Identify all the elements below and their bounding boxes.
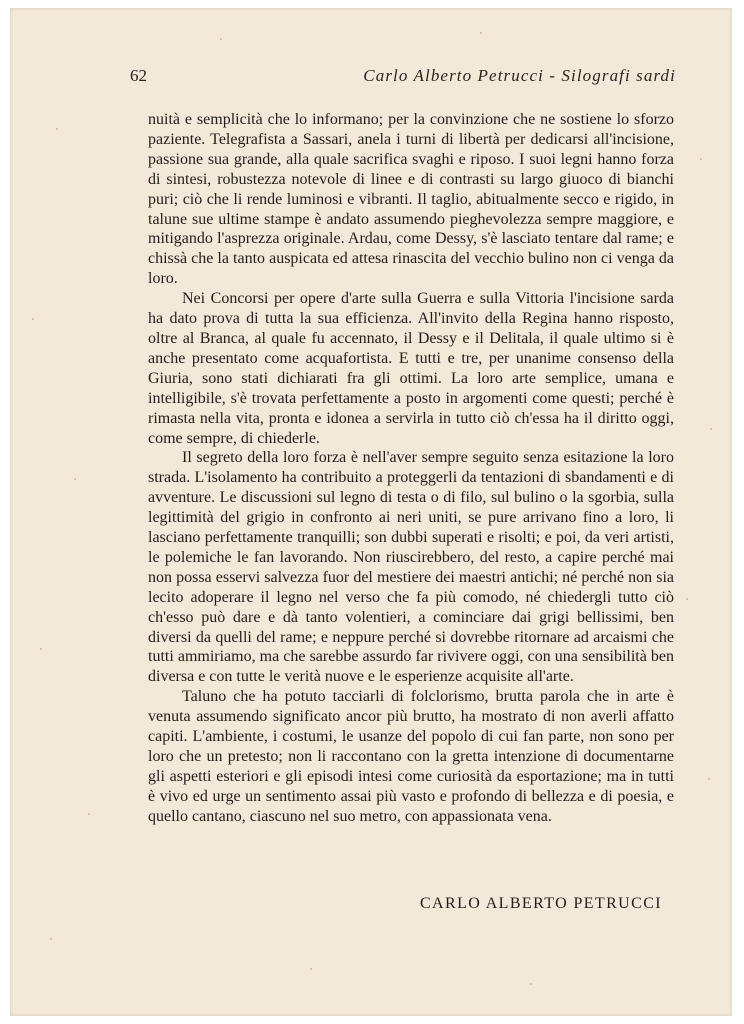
paragraph-concorsi: Nei Concorsi per opere d'arte sulla Guerra e sulla Vittoria l'incisione sarda ha dato prova di tutta la sua efficienza. All'invito della Regina hanno risposto, oltre al Branca, al quale fu accennato, il Dessy e il Delitala, il quale ultimo si è anche presentato come acquafortista. E tutti e tre, per unanime consenso della Giuria, sono stati dichiarati fra gli ottimi. La loro arte semplice, umana e intelligibile, s'è trovata perfettamente a posto in argomenti come questi; perché è rimasta nella vita, pronta e idonea a servirla in tutto ciò ch'essa ha il diritto oggi, come sempre, di chiederle. <box>148 290 674 447</box>
paragraph-continuation: nuità e semplicità che lo informano; per la convinzione che ne sostiene lo sforzo paziente. Telegrafista a Sassari, anela i turni di libertà per dedicarsi all'incisione, passione sua grande, alla quale sacrifica svaghi e riposo. I suoi legni hanno forza di sintesi, robustezza notevole di linee e di contrasti su largo giuoco di bianchi puri; ciò che li rende luminosi e vibranti. Il taglio, abitualmente secco e rigido, in talune sue ultime stampe è andato assumendo pieghevolezza sempre maggiore, e mitigando l'asprezza originale. Ardau, come Dessy, s'è lasciato tentare dal rame; e chissà che la tanto auspicata ed attesa rinascita del vecchio bulino non ci venga da loro. <box>148 111 674 288</box>
article-body <box>148 110 674 827</box>
running-title: Carlo Alberto Petrucci - Silografi sardi <box>363 66 676 85</box>
page-number: 62 <box>130 66 147 85</box>
paragraph-folclorismo: Taluno che ha potuto tacciarli di folclorismo, brutta parola che in arte è venuta assumendo significato ancor più brutto, ha mostrato di non averli affatto capiti. L'ambiente, i costumi, le usanze del popolo di cui fan parte, non sono per loro che un pretesto; non li raccontano con la gretta intenzione di documentarne gli aspetti esteriori e gli episodi intesi come curiosità da esportazione; ma in tutti è vivo ed urge un sentimento assai più vasto e profondo di bellezza e di poesia, e quello cantano, ciascuno nel suo metro, con appassionata vena. <box>148 688 674 825</box>
book-page <box>10 8 732 1016</box>
paragraph-segreto: Il segreto della loro forza è nell'aver sempre seguito senza esitazione la loro strada. L'isolamento ha contribuito a proteggerli da tentazioni di sbandamenti e di avventure. Le discussioni sul legno di testa o di filo, sul bulino o la sgorbia, sulla legittimità del grigio in confronto ai neri uniti, se pure arrivano fino a loro, li lasciano perfettamente tranquilli; son dubbi superati e risolti; e poi, da veri artisti, le polemiche le fan lavorando. Non riuscirebbero, del resto, a capire perché mai non possa esservi salvezza fuor del mestiere dei maestri antichi; né perché non sia lecito adoperare il legno nel verso che fa più comodo, né chiedergli tutto ciò ch'esso può dare e dà tanto volentieri, a cominciare dai grigi bellissimi, ben diversi da quelli del rame; e neppure perché si dovrebbe ritornare ad arcaismi che tutti ammiriamo, ma che sarebbe assurdo far rivivere oggi, con una sensibilità ben diversa e con tutte le verità nuove e le esperienze acquisite all'arte. <box>148 449 674 686</box>
author-signature: CARLO ALBERTO PETRUCCI <box>419 895 662 912</box>
page-header <box>130 66 676 90</box>
